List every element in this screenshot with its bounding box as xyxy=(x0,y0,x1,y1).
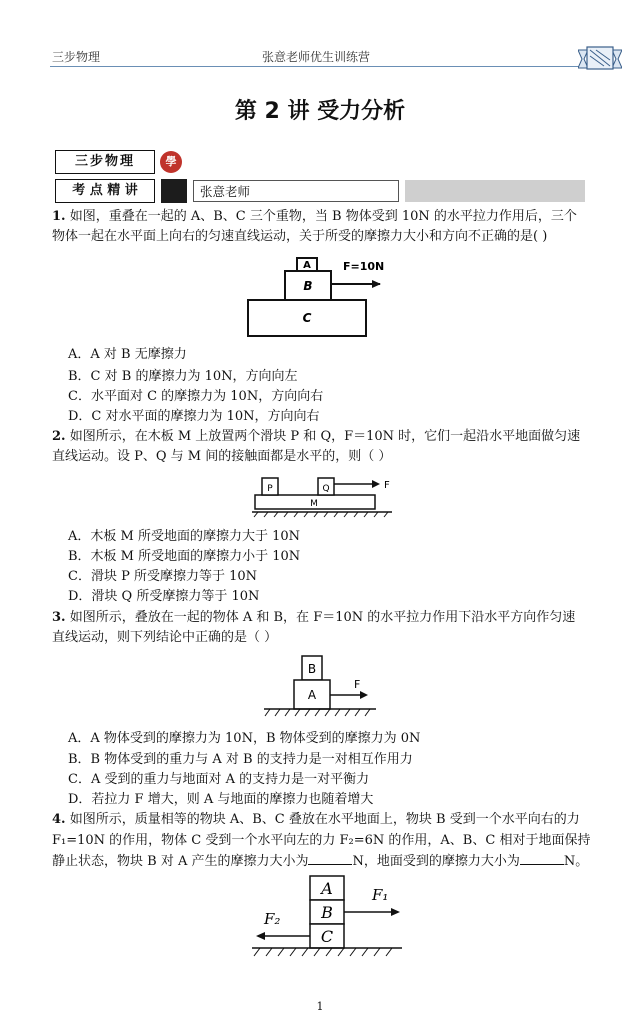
brand-tag: 三步物理 xyxy=(55,150,155,174)
q2-option-b: B．木板 M 所受地面的摩擦力小于 10N xyxy=(68,549,301,564)
q1-label-b: B xyxy=(303,279,313,293)
header-rule xyxy=(50,66,580,67)
q1-option-c: C．水平面对 C 的摩擦力为 10N，方向向右 xyxy=(68,389,324,404)
q4-label-f2: F₂ xyxy=(264,910,281,928)
section-tag: 考 点 精 讲 xyxy=(55,179,155,203)
q2-label-p: P xyxy=(267,484,273,494)
q4-stem-line3 xyxy=(52,852,592,871)
q3-option-a: A．A 物体受到的摩擦力为 10N，B 物体受到的摩擦力为 0N xyxy=(68,731,421,746)
q3-option-d: D．若拉力 F 增大，则 A 与地面的摩擦力也随着增大 xyxy=(68,792,374,807)
q4-blank-2[interactable] xyxy=(520,852,564,865)
q4-label-c: C xyxy=(320,927,334,946)
q3-label-a: A xyxy=(307,688,317,702)
q4-text3a: 静止状态，物块 B 对 A 产生的摩擦力大小为 xyxy=(52,854,309,869)
page-title: 第 2 讲 受力分析 xyxy=(234,99,406,124)
q3-figure xyxy=(262,652,382,722)
q3-text1: 如图所示，叠放在一起的物体 A 和 B，在 F＝10N 的水平拉力作用下沿水平方向作匀速 xyxy=(69,610,576,625)
q1-label-a: A xyxy=(303,260,311,271)
page-number: 1 xyxy=(316,1000,324,1013)
ribbon-badge-icon xyxy=(578,46,622,72)
header-left: 三步物理 xyxy=(52,50,101,64)
q3-option-c: C．A 受到的重力与地面对 A 的支持力是一对平衡力 xyxy=(68,772,370,787)
q4-text1: 如图所示，质量相等的物块 A、B、C 叠放在水平地面上，物块 B 受到一个水平向右的力 xyxy=(69,812,580,827)
q1-stem-line1 xyxy=(52,208,592,226)
teacher-name: 张意老师 xyxy=(200,184,251,199)
q2-figure xyxy=(252,472,402,518)
q4-figure xyxy=(238,872,408,970)
q2-label-m: M xyxy=(310,499,318,509)
q4-blank-1[interactable] xyxy=(308,852,352,865)
q4-label-f1: F₁ xyxy=(372,886,389,904)
q4-text3c: N。 xyxy=(563,854,589,869)
q4-stem-line1 xyxy=(52,811,592,829)
q4-text3b: N，地面受到的摩擦力大小为 xyxy=(352,854,520,869)
header-center: 张意老师优生训练营 xyxy=(262,50,371,64)
q2-number: 2. xyxy=(52,429,66,444)
q3-stem-line2: 直线运动，则下列结论中正确的是（ ） xyxy=(52,630,278,645)
q3-label-f: F xyxy=(354,678,361,691)
q1-label-c: C xyxy=(302,311,312,325)
q4-label-b: B xyxy=(321,903,333,922)
q1-option-b: B．C 对 B 的摩擦力为 10N，方向向左 xyxy=(68,369,298,384)
q2-label-q: Q xyxy=(322,484,330,494)
q4-stem-line2: F₁=10N 的作用，物体 C 受到一个水平向左的力 F₂=6N 的作用，A、B、C 相对于地面保持 xyxy=(52,833,591,848)
q1-text1: 如图，重叠在一起的 A、B、C 三个重物，当 B 物体受到 10N 的水平拉力作用后，三个 xyxy=(69,209,577,224)
q2-option-c: C．滑块 P 所受摩擦力等于 10N xyxy=(68,569,258,584)
q4-label-a: A xyxy=(321,879,333,898)
q2-option-d: D．滑块 Q 所受摩擦力等于 10N xyxy=(68,589,260,604)
brand-mark-icon: 學 xyxy=(160,151,182,173)
q2-stem-line1 xyxy=(52,428,592,446)
q1-force-label: F=10N xyxy=(343,260,385,273)
teacher-box xyxy=(193,180,399,202)
q3-label-b: B xyxy=(307,662,317,676)
q3-stem-line1 xyxy=(52,609,592,627)
q2-text1: 如图所示，在木板 M 上放置两个滑块 P 和 Q，F＝10N 时，它们一起沿水平地面做匀速 xyxy=(69,429,581,444)
q1-figure xyxy=(245,256,395,338)
q3-number: 3. xyxy=(52,610,66,625)
redacted-bar xyxy=(405,180,585,202)
q3-option-b: B．B 物体受到的重力与 A 对 B 的支持力是一对相互作用力 xyxy=(68,752,413,767)
q4-number: 4. xyxy=(52,812,66,827)
q1-option-a: A．A 对 B 无摩擦力 xyxy=(68,347,187,362)
q2-stem-line2: 直线运动。设 P、Q 与 M 间的接触面都是水平的，则（ ） xyxy=(52,449,392,464)
q2-option-a: A．木板 M 所受地面的摩擦力大于 10N xyxy=(68,529,301,544)
q2-label-f: F xyxy=(384,480,390,491)
q1-stem-line2: 物体一起在水平面上向右的匀速直线运动，关于所受的摩擦力大小和方向不正确的是( ) xyxy=(52,229,548,244)
q1-option-d: D．C 对水平面的摩擦力为 10N，方向向右 xyxy=(68,409,320,424)
q1-number: 1. xyxy=(52,209,66,224)
section-bar xyxy=(161,179,187,203)
